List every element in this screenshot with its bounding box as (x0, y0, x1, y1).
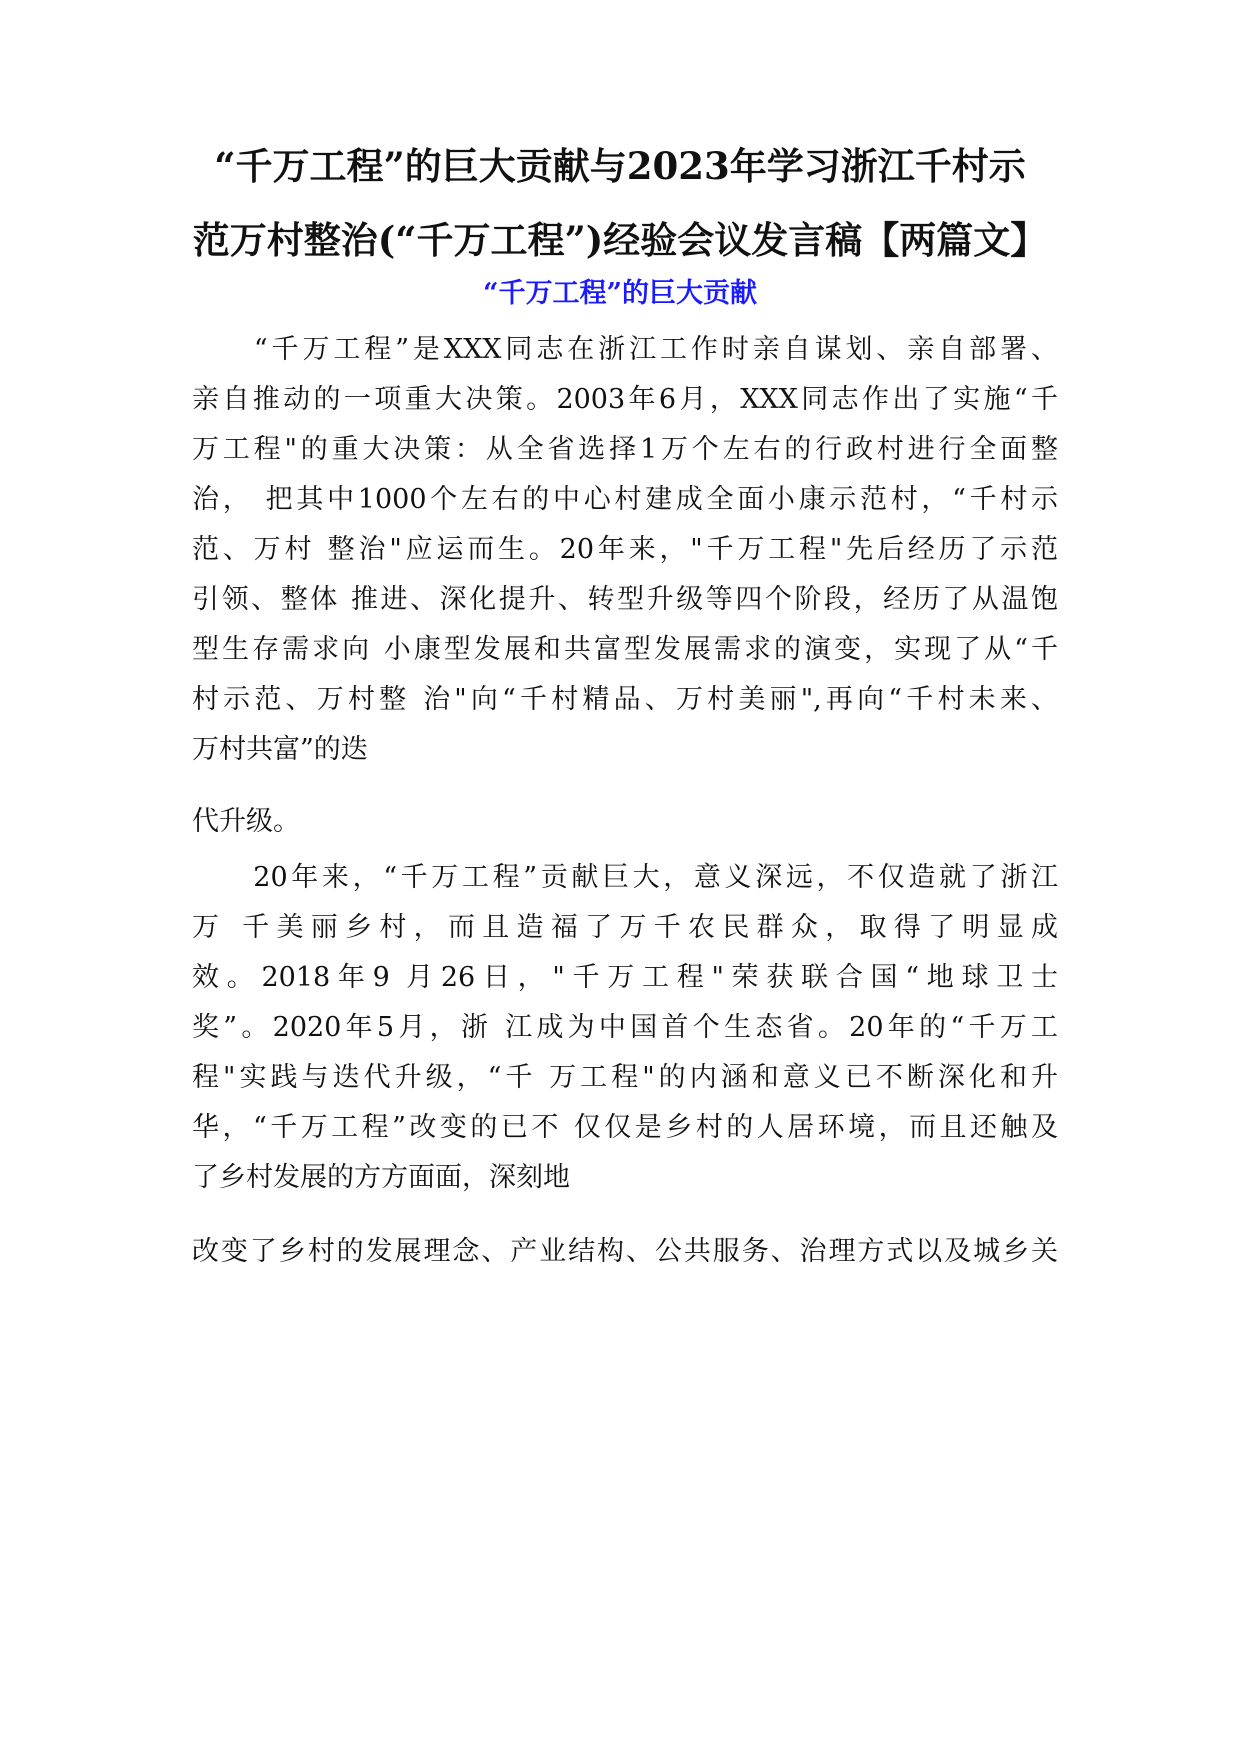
body-line: 村示范、万村整 治"向“千村精品、万村美丽",再向“千村未来、 (192, 684, 1058, 715)
body-line: 型生存需求向 小康型发展和共富型发展需求的演变，实现了从“千 (192, 634, 1058, 665)
body-line: 治， 把其中1000个左右的中心村建成全面小康示范村，“千村示 (192, 484, 1058, 515)
body-line: 引领、整体 推进、深化提升、转型升级等四个阶段，经历了从温饱 (192, 584, 1058, 615)
body-line: 了乡村发展的方方面面，深刻地 (192, 1162, 570, 1193)
body-line: “千万工程”是XXX同志在浙江工作时亲自谋划、亲自部署、 (192, 334, 1058, 365)
body-line: 代升级。 (192, 806, 300, 837)
body-line: 万工程"的重大决策：从全省选择1万个左右的行政村进行全面整 (192, 434, 1058, 465)
section-subtitle: “千万工程”的巨大贡献 (482, 278, 758, 309)
body-line: 程"实践与迭代升级，“千 万工程"的内涵和意义已不断深化和升 (192, 1062, 1058, 1093)
body-line: 万 千美丽乡村，而且造福了万千农民群众，取得了明显成 (192, 912, 1058, 943)
body-line: 改变了乡村的发展理念、产业结构、公共服务、治理方式以及城乡关 (192, 1236, 1058, 1267)
title-line-1: “千万工程”的巨大贡献与2023年学习浙江千村示 (214, 144, 1026, 188)
body-line: 万村共富”的迭 (192, 734, 368, 765)
body-line: 奖”。2020年5月，浙 江成为中国首个生态省。20年的“千万工 (192, 1012, 1058, 1043)
title-line-2: 范万村整治(“千万工程”)经验会议发言稿【两篇文】 (192, 218, 1048, 262)
body-line: 20年来，“千万工程”贡献巨大，意义深远，不仅造就了浙江 (192, 862, 1058, 893)
body-line: 华，“千万工程”改变的已不 仅仅是乡村的人居环境，而且还触及 (192, 1112, 1058, 1143)
body-line: 范、万村 整治"应运而生。20年来，"千万工程"先后经历了示范 (192, 534, 1058, 565)
body-line: 效。2018年9 月26日，"千万工程"荣获联合国“地球卫士 (192, 962, 1058, 993)
body-line: 亲自推动的一项重大决策。2003年6月，XXX同志作出了实施“千 (192, 384, 1058, 415)
